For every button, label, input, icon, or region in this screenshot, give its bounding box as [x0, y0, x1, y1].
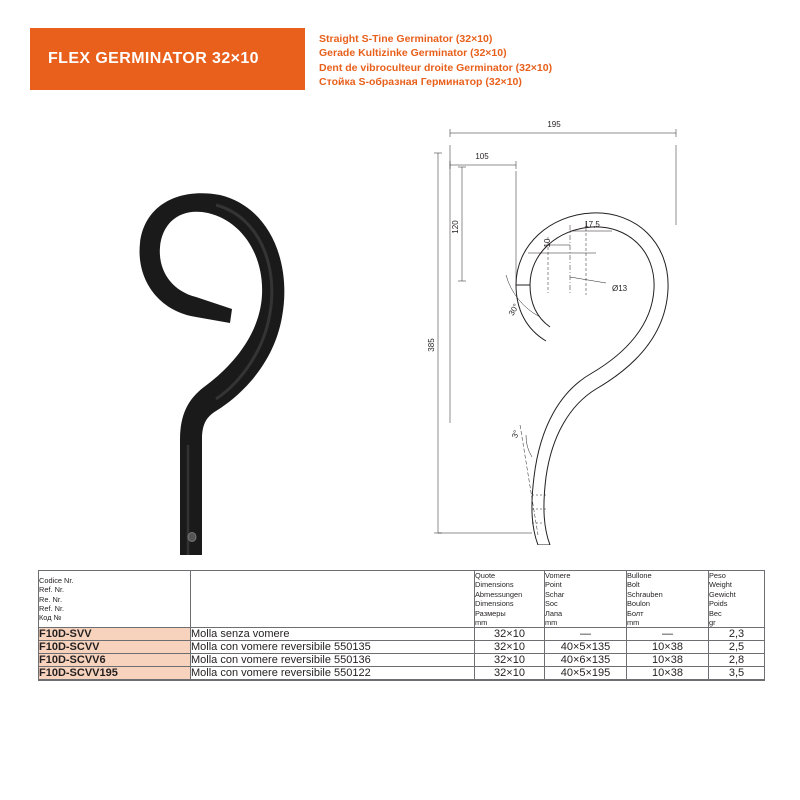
mounting-hole — [188, 533, 196, 542]
header-point-line-5: Лапа — [545, 608, 563, 618]
dim-label-10: 10 — [543, 238, 552, 248]
header-cell-weight — [709, 571, 765, 628]
cell-point — [545, 680, 627, 681]
cell-bolt — [627, 680, 709, 681]
header-point-line-3: Schar — [545, 589, 565, 599]
cell-point: 40×5×135 — [545, 641, 627, 654]
table-row[interactable] — [39, 680, 765, 681]
header-code-line-2: Ref. Nr. — [39, 585, 65, 595]
header-dim-line-3: Abmessungen — [475, 589, 523, 599]
cell-code — [39, 680, 191, 681]
cell-code: F10D-SCVV6 — [39, 654, 191, 667]
header-weight-line-5: Вес — [709, 608, 722, 618]
cell-point: — — [545, 628, 627, 641]
header-cell-point — [545, 571, 627, 628]
header-cell-dimensions — [475, 571, 545, 628]
header-bolt-line-5: Болт — [627, 608, 644, 618]
table-row[interactable] — [39, 628, 765, 641]
page-title: FLEX GERMINATOR 32×10 — [48, 50, 259, 67]
header-point-line-2: Point — [545, 580, 562, 590]
cell-bolt: 10×38 — [627, 654, 709, 667]
angle-ref-line-3 — [520, 425, 538, 535]
header-weight-line-4: Poids — [709, 599, 728, 609]
cell-description: Molla con vomere reversibile 550122 — [191, 667, 475, 680]
cell-bolt: — — [627, 628, 709, 641]
cell-code: F10D-SVV — [39, 628, 191, 641]
header-weight-line-6: gr — [709, 618, 716, 628]
header-weight-line-2: Weight — [709, 580, 732, 590]
tip-hatch — [532, 495, 548, 523]
angle-arc-3 — [526, 435, 532, 457]
tine-outer-profile — [516, 213, 668, 545]
cell-code: F10D-SCVV — [39, 641, 191, 654]
subtitle-de: Gerade Kultizinke Germinator (32×10) — [319, 47, 507, 60]
header-bolt-line-1: Bullone — [627, 571, 652, 580]
dim-label-17-5: 17,5 — [584, 220, 600, 229]
tine-clamp-arc-inner — [530, 285, 550, 327]
specification-table — [38, 570, 765, 681]
subtitle-fr: Dent de vibroculteur droite Germinator (32×10) — [319, 61, 553, 74]
header-dim-line-2: Dimensions — [475, 580, 514, 590]
cell-dimensions: 32×10 — [475, 641, 545, 654]
header-dim-line-5: Размеры — [475, 608, 506, 618]
dim-label-120: 120 — [451, 220, 460, 234]
product-photo — [20, 95, 400, 555]
tine-body — [140, 193, 285, 555]
cell-point: 40×6×135 — [545, 654, 627, 667]
header-cell-code — [39, 571, 191, 628]
dim-label-3deg: 3° — [510, 429, 522, 440]
header-bolt-line-4: Boulon — [627, 599, 651, 609]
dim-label-dia13: Ø13 — [612, 284, 628, 293]
cell-dimensions: 32×10 — [475, 667, 545, 680]
header-point-line-6: mm — [545, 618, 558, 628]
cell-weight — [709, 680, 765, 681]
header-code-line-4: Ref. Nr. — [39, 603, 65, 613]
page-header — [30, 28, 770, 90]
subtitle-ru: Стойка S-образная Герминатор (32×10) — [319, 76, 522, 89]
dim-label-105: 105 — [475, 152, 489, 161]
cell-weight: 2,3 — [709, 628, 765, 641]
header-code-line-3: Re. Nr. — [39, 594, 62, 604]
table-row[interactable] — [39, 667, 765, 680]
header-bolt-line-6: mm — [627, 618, 640, 628]
header-bolt-line-3: Schrauben — [627, 589, 663, 599]
cell-dimensions — [475, 680, 545, 681]
specification-table-wrap — [38, 570, 764, 681]
cell-point: 40×5×195 — [545, 667, 627, 680]
tine-inner-profile — [530, 227, 654, 545]
dim-label-30deg: 30° — [506, 302, 521, 318]
cell-dimensions: 32×10 — [475, 654, 545, 667]
subtitle-en: Straight S-Tine Germinator (32×10) — [319, 33, 493, 45]
header-title-block — [30, 28, 305, 90]
header-code-line-5: Код № — [39, 613, 62, 623]
header-dim-line-1: Quote — [475, 571, 496, 580]
table-row[interactable] — [39, 654, 765, 667]
header-cell-bolt — [627, 571, 709, 628]
cell-dimensions: 32×10 — [475, 628, 545, 641]
tine-coil-tip — [196, 297, 232, 323]
header-point-line-4: Soc — [545, 599, 558, 609]
cell-description: Molla con vomere reversibile 550136 — [191, 654, 475, 667]
figure-area — [0, 95, 800, 555]
table-row[interactable] — [39, 641, 765, 654]
cell-weight: 3,5 — [709, 667, 765, 680]
table-header-row — [39, 571, 765, 628]
cell-description: Molla senza vomere — [191, 628, 475, 641]
dim-label-195: 195 — [547, 120, 561, 129]
cell-weight: 2,5 — [709, 641, 765, 654]
header-dim-line-6: mm — [475, 618, 488, 628]
header-subtitle-block — [305, 28, 770, 90]
header-bolt-line-2: Bolt — [627, 580, 640, 590]
cell-code: F10D-SCVV195 — [39, 667, 191, 680]
header-point-line-1: Vomere — [545, 571, 571, 580]
cell-bolt: 10×38 — [627, 667, 709, 680]
header-code-line-1: Codice Nr. — [39, 575, 74, 585]
dim-label-385: 385 — [427, 338, 436, 352]
header-weight-line-1: Peso — [709, 571, 726, 580]
header-dim-line-4: Dimensions — [475, 599, 514, 609]
technical-drawing — [420, 105, 780, 545]
cell-weight: 2,8 — [709, 654, 765, 667]
header-weight-line-3: Gewicht — [709, 589, 736, 599]
cell-description: Molla con vomere reversibile 550135 — [191, 641, 475, 654]
leader-line-dia13 — [570, 277, 606, 283]
cell-description — [191, 680, 475, 681]
header-cell-description — [191, 571, 475, 628]
cell-bolt: 10×38 — [627, 641, 709, 654]
